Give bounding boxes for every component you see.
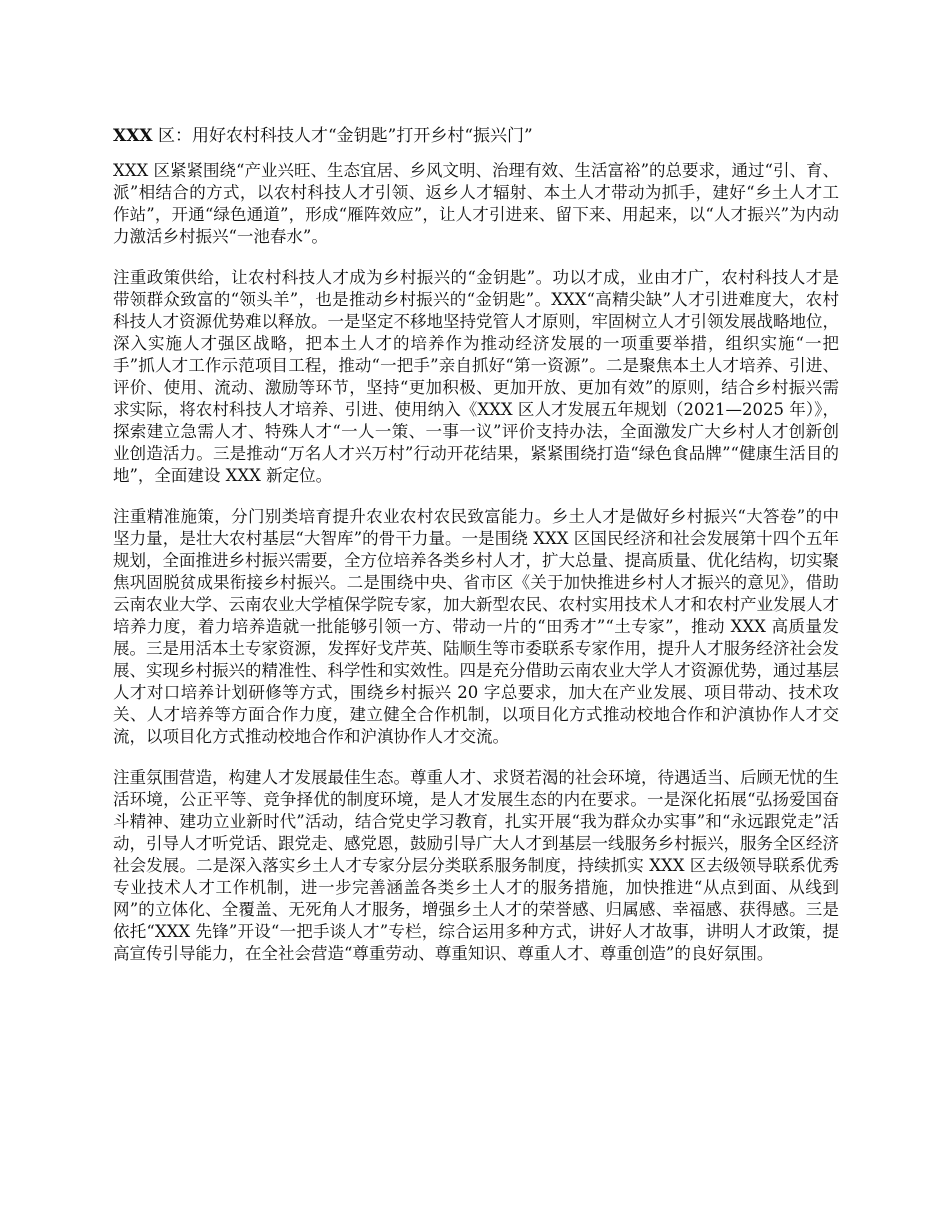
paragraph-intro: XXX 区紧紧围绕“产业兴旺、生态宜居、乡风文明、治理有效、生活富裕”的总要求，通过“引、育、派”相结合的方式，以农村科技人才引领、返乡人才辐射、本土人才带动为抓手，建好“乡土人才工作站”，开通“绿色通道”，形成“雁阵效应”，让人才引进来、留下来、用起来，以“人才振兴”为内动力激活乡村振兴“一池春水”。 <box>113 161 839 246</box>
document-title <box>113 124 839 148</box>
paragraph-policy-supply: 注重政策供给，让农村科技人才成为乡村振兴的“金钥匙”。功以才成，业由才广，农村科技人才是带领群众致富的“领头羊”，也是推动乡村振兴的“金钥匙”。XXX“高精尖缺”人才引进难度大，农村科技人才资源优势难以释放。一是坚定不移地坚持党管人才原则，牢固树立人才引领发展战略地位，深入实施人才强区战略，把本土人才的培养作为推动经济发展的一项重要举措，组织实施“一把手”抓人才工作示范项目工程，推动“一把手”亲自抓好“第一资源”。二是聚焦本土人才培养、引进、评价、使用、流动、激励等环节，坚持“更加积极、更加开放、更加有效”的原则，结合乡村振兴需求实际，将农村科技人才培养、引进、使用纳入《XXX 区人才发展五年规划（2021—2025 年）》，探索建立急需人才、特殊人才“一人一策、一事一议”评价支持办法，全面激发广大乡村人才创新创业创造活力。三是推动“万名人才兴万村”行动开花结果，紧紧围绕打造“绿色食品牌”“健康生活目的地”，全面建设 XXX 新定位。 <box>113 268 839 485</box>
title-prefix: XXX <box>113 126 153 146</box>
paragraph-atmosphere: 注重氛围营造，构建人才发展最佳生态。尊重人才、求贤若渴的社会环境，待遇适当、后顾无忧的生活环境，公正平等、竞争择优的制度环境，是人才发展生态的内在要求。一是深化拓展“弘扬爱国奋斗精神、建功立业新时代”活动，结合党史学习教育，扎实开展“我为群众办实事”和“永远跟党走”活动，引导人才听党话、跟党走、感党恩，鼓励引导广大人才到基层一线服务乡村振兴，服务全区经济社会发展。二是深入落实乡土人才专家分层分类联系服务制度，持续抓实 XXX 区去级领导联系优秀专业技术人才工作机制，进一步完善涵盖各类乡土人才的服务措施，加快推进“从点到面、从线到网”的立体化、全覆盖、无死角人才服务，增强乡土人才的荣誉感、归属感、幸福感、获得感。三是依托“XXX 先锋”开设“一把手谈人才”专栏，综合运用多种方式，讲好人才故事，讲明人才政策，提高宣传引导能力，在全社会营造“尊重劳动、尊重知识、尊重人才、尊重创造”的良好氛围。 <box>113 768 839 963</box>
title-text: 区：用好农村科技人才“金钥匙”打开乡村“振兴门” <box>152 126 533 146</box>
document-page <box>113 124 839 984</box>
paragraph-precise-measures: 注重精准施策，分门别类培育提升农业农村农民致富能力。乡土人才是做好乡村振兴“大答卷”的中坚力量，是壮大农村基层“大智库”的骨干力量。一是围绕 XXX 区国民经济和社会发展第十四个五年规划，全面推进乡村振兴需要，全方位培养各类乡村人才，扩大总量、提高质量、优化结构，切实聚焦巩固脱贫成果衔接乡村振兴。二是围绕中央、省市区《关于加快推进乡村人才振兴的意见》，借助云南农业大学、云南农业大学植保学院专家，加大新型农民、农村实用技术人才和农村产业发展人才培养力度，着力培养造就一批能够引领一方、带动一片的“田秀才”“土专家”，推动 XXX 高质量发展。三是用活本土专家资源，发挥好戈芹英、陆顺生等市委联系专家作用，提升人才服务经济社会发展、实现乡村振兴的精准性、科学性和实效性。四是充分借助云南农业大学人才资源优势，通过基层人才对口培养计划研修等方式，围绕乡村振兴 20 字总要求，加大在产业发展、项目带动、技术攻关、人才培养等方面合作力度，建立健全合作机制，以项目化方式推动校地合作和沪滇协作人才交流，以项目化方式推动校地合作和沪滇协作人才交流。 <box>113 507 839 746</box>
